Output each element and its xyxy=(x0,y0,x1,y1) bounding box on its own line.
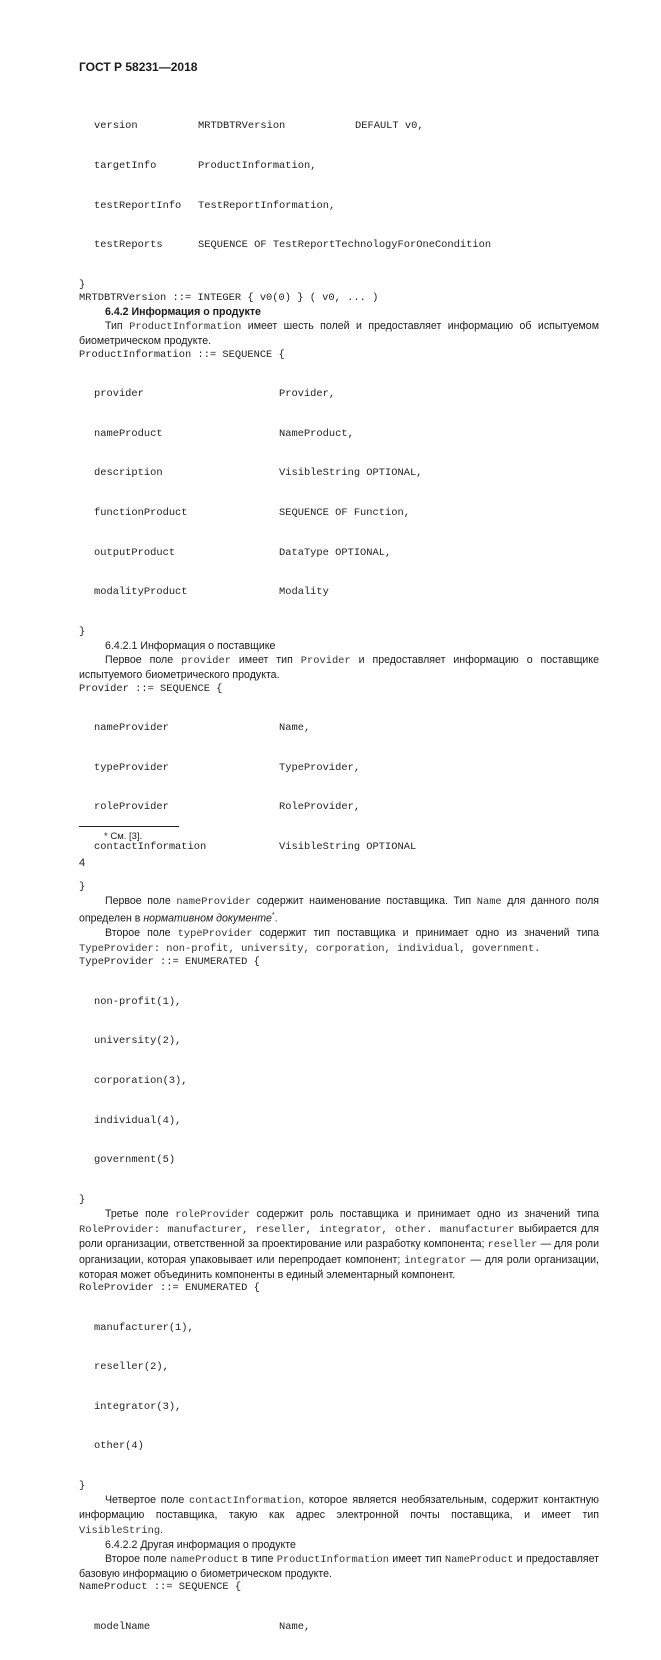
code-line: } xyxy=(79,1193,86,1206)
document-header: ГОСТ Р 58231—2018 xyxy=(79,60,198,74)
code-block-type-provider xyxy=(79,969,599,1193)
code-line: } xyxy=(79,880,86,893)
code-line: RoleProvider ::= ENUMERATED { xyxy=(79,1282,260,1294)
code-line: testReportInfo TestReportInformation, xyxy=(94,199,336,212)
paragraph: Второе поле nameProduct в типе ProductInformation имеет тип NameProduct и предоставляет базовую информацию о биометрическом продукте. xyxy=(79,1552,600,1581)
code-line: typeProvider TypeProvider, xyxy=(94,761,361,774)
code-line: description VisibleString OPTIONAL, xyxy=(94,467,423,480)
code-line: targetInfo ProductInformation, xyxy=(94,160,317,173)
code-line: MRTDBTRVersion ::= INTEGER { v0(0) } ( v0, ... ) xyxy=(79,292,379,305)
code-line: } xyxy=(79,1480,86,1493)
code-line: } xyxy=(79,625,86,638)
code-block-role-provider xyxy=(79,1295,599,1480)
code-line: provider Provider, xyxy=(94,388,336,401)
code-line: ProductInformation ::= SEQUENCE { xyxy=(79,348,285,361)
section-heading: 6.4.2 Информация о продукте xyxy=(105,306,261,319)
paragraph: Первое поле provider имеет тип Provider и предоставляет информацию о поставщике испытуемого биометрического продукта. xyxy=(79,654,599,682)
code-line: manufacturer(1), xyxy=(94,1321,194,1334)
footnote-divider xyxy=(79,826,179,827)
code-line: roleProvider RoleProvider, xyxy=(94,801,361,814)
code-line: modelName Name, xyxy=(94,1620,311,1633)
code-line: contactInformation VisibleString OPTIONAL xyxy=(94,840,417,853)
code-line: Provider ::= SEQUENCE { xyxy=(79,682,223,695)
code-line: } xyxy=(79,278,86,291)
code-line: reseller(2), xyxy=(94,1361,169,1374)
code-line: TypeProvider ::= ENUMERATED { xyxy=(79,956,260,969)
paragraph: Первое поле nameProvider содержит наименование поставщика. Тип Name для данного поля определен в нормативном документе*. xyxy=(79,894,599,925)
code-line: NameProduct ::= SEQUENCE { xyxy=(79,1581,242,1594)
code-line: non-profit(1), xyxy=(94,995,182,1008)
code-block-product-info xyxy=(79,362,599,626)
subsection-heading: 6.4.2.2 Другая информация о продукте xyxy=(105,1538,296,1551)
code-line: version MRTDBTRVersion DEFAULT v0, xyxy=(94,120,424,133)
code-line: government(5) xyxy=(94,1154,176,1167)
paragraph: Третье поле roleProvider содержит роль поставщика и принимает одно из значений типа RoleProvider: manufacturer, reseller, integrator, other. manufacturer выбирается для роли организации, ответственной за проектирование или разработку компонента; reseller — для роли организации, которая упаковывает или перепродает компонент; integrator — для роли организации, которая может объединить компоненты в единый элементарный компонент. xyxy=(79,1207,599,1281)
code-line: university(2), xyxy=(94,1035,182,1048)
document-body xyxy=(79,94,599,1660)
code-line: testReports SEQUENCE OF TestReportTechnologyForOneCondition xyxy=(94,239,492,252)
code-line: outputProduct DataType OPTIONAL, xyxy=(94,546,392,559)
paragraph: Тип ProductInformation имеет шесть полей и предоставляет информацию об испытуемом биометрическом продукте. xyxy=(79,320,599,348)
code-line: nameProvider Name, xyxy=(94,722,311,735)
paragraph: Четвертое поле contactInformation, которое является необязательным, содержит контактную информацию поставщика, такую как адрес электронной почты поставщика, и имеет тип VisibleString. xyxy=(79,1494,599,1537)
code-block-name-product xyxy=(79,1594,599,1660)
code-line: functionProduct SEQUENCE OF Function, xyxy=(94,507,410,520)
code-line: corporation(3), xyxy=(94,1074,188,1087)
page-number: 4 xyxy=(79,857,86,869)
code-line: individual(4), xyxy=(94,1114,182,1127)
code-block-mrtd xyxy=(79,94,599,279)
code-block-provider xyxy=(79,696,599,881)
code-line: nameProduct NameProduct, xyxy=(94,427,354,440)
code-line: other(4) xyxy=(94,1440,144,1453)
paragraph: Второе поле typeProvider содержит тип поставщика и принимает одно из значений типа TypeProvider: non-profit, university, corporation, individual, government. xyxy=(79,926,599,955)
code-line: modalityProduct Modality xyxy=(94,586,329,599)
code-line: integrator(3), xyxy=(94,1400,182,1413)
subsection-heading: 6.4.2.1 Информация о поставщике xyxy=(105,640,276,653)
footnote: * См. [3]. xyxy=(104,831,143,842)
